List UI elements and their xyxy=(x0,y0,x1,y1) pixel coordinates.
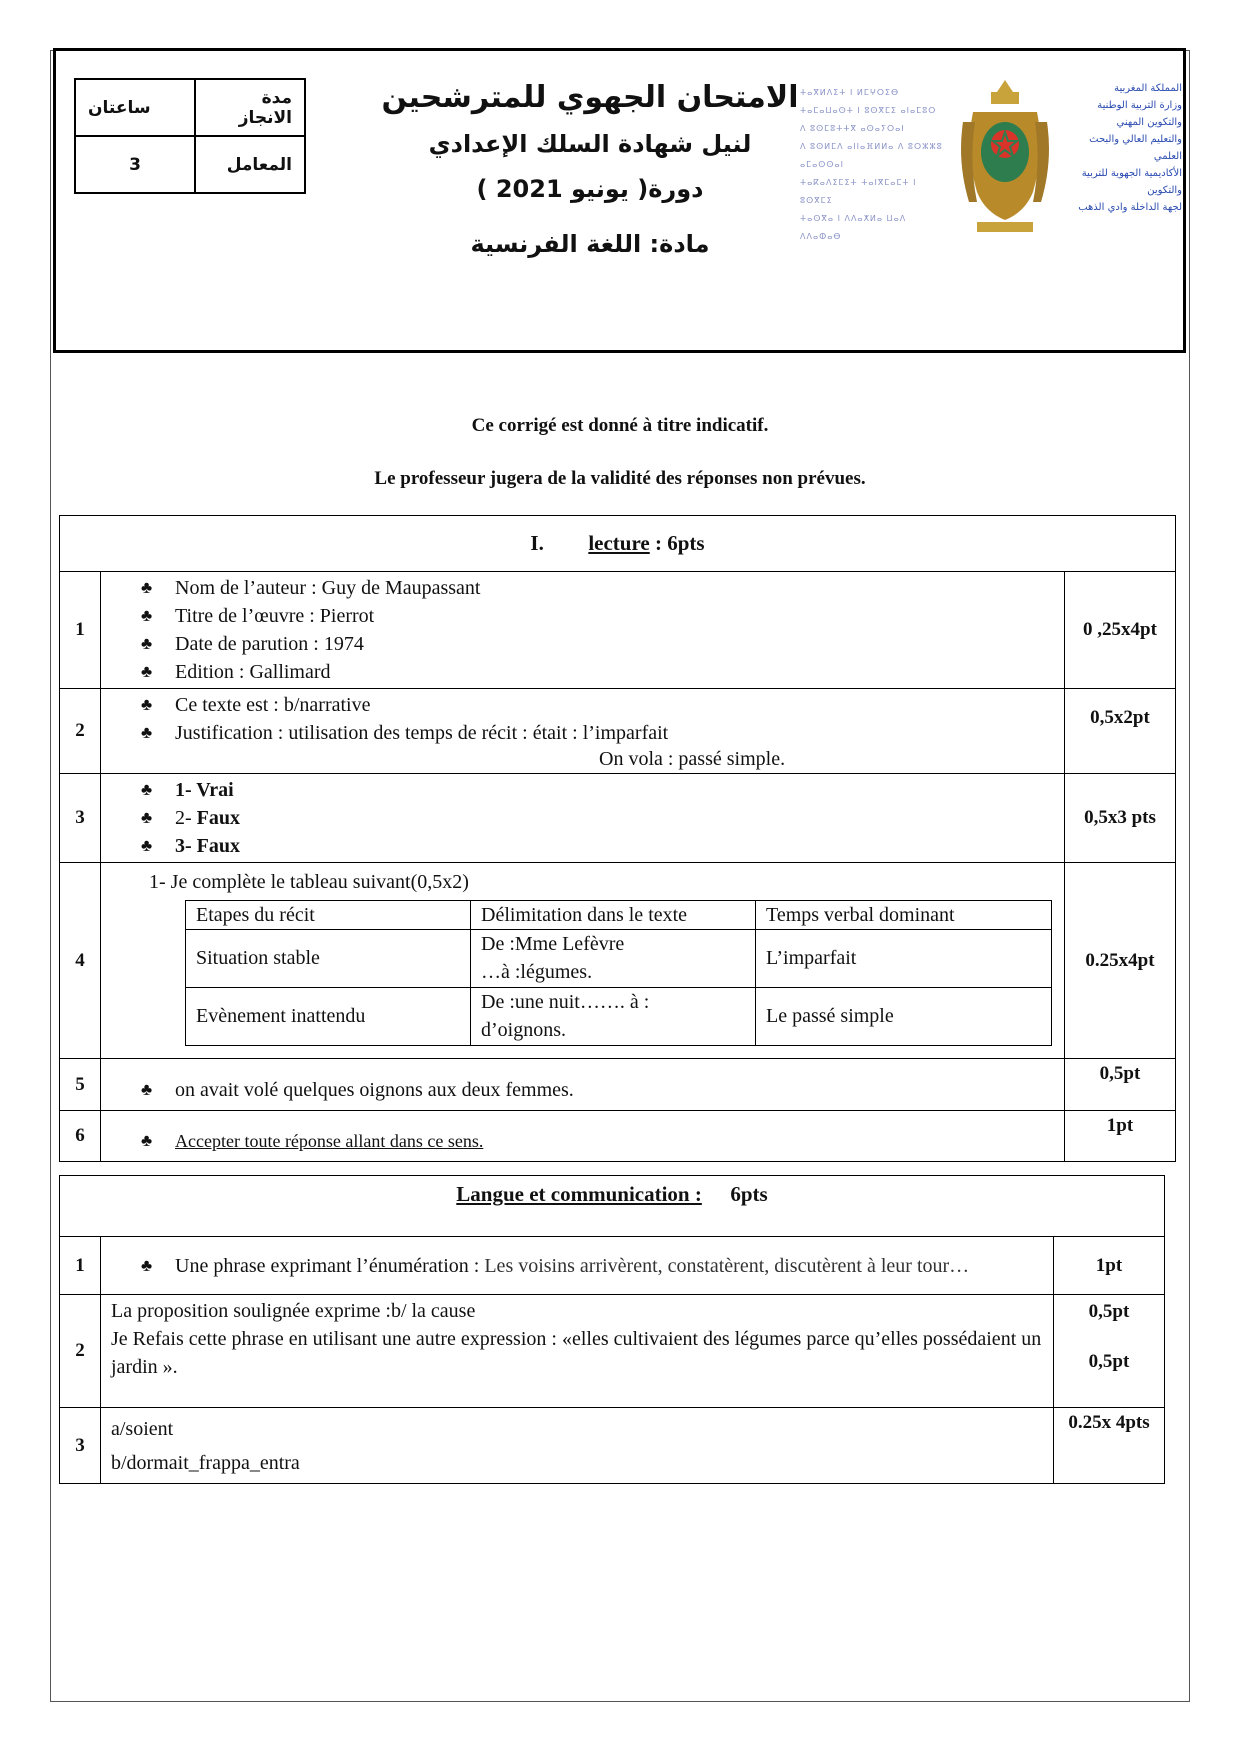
list-item: ♣ Date de parution : 1974 xyxy=(141,630,1056,658)
ministry-line: الأكاديمية الجهوية للتربية والتكوين xyxy=(1081,168,1182,196)
question-intro: 1- Je complète le tableau suivant(0,5x2) xyxy=(149,870,469,893)
tifinagh-line: ⵜⴰⵙⴳⴰ ⵏ ⴷⴷⴰⵅⵍⴰ ⵡⴰⴷ ⴷⴷⴰⵀⴰⴱ xyxy=(800,214,907,241)
question-number: 3 xyxy=(60,774,101,863)
answer-value: Faux xyxy=(196,807,241,829)
answer-line: Je Refais cette phrase en utilisant une autre expression : «elles cultivaient des légumes parce qu’elles possédaient un jardin ». xyxy=(111,1328,1042,1378)
list-item: ♣ on avait volé quelques oignons aux deux femmes. xyxy=(141,1076,1056,1104)
list-item: ♣ Justification : utilisation des temps de récit : était : l’imparfait xyxy=(141,719,1056,747)
ministry-line: وزارة التربية الوطنية xyxy=(1097,100,1182,111)
list-item: ♣ Accepter toute réponse allant dans ce sens. xyxy=(141,1127,1056,1155)
coefficient-value: 3 xyxy=(75,136,195,193)
answer-line: b/dormait_frappa_entra xyxy=(111,1451,300,1474)
note-indicative: Ce corrigé est donné à titre indicatif. xyxy=(471,415,769,436)
table-row xyxy=(60,774,1176,863)
duration-value: ساعتان xyxy=(75,79,195,136)
section-title: lecture xyxy=(588,531,650,555)
question-lead: Une phrase exprimant l’énumération : xyxy=(175,1254,485,1277)
question-points: 0,5pt xyxy=(1088,1351,1130,1372)
question-number: 2 xyxy=(60,689,101,774)
ministry-line: لجهة الداخلة وادي الذهب xyxy=(1078,202,1182,213)
question-points: 0,5pt xyxy=(1088,1301,1130,1322)
tifinagh-ministry-text xyxy=(800,84,950,246)
answer-prefix: 2- xyxy=(175,807,197,829)
list-item: ♣ 1- Vrai xyxy=(141,776,1056,804)
section-title: Langue et communication : xyxy=(456,1182,702,1206)
tifinagh-line: ⵜⴰⴽⴰⴷⵉⵎⵉⵜ ⵜⴰⵏⴳⵎⴰⵎⵜ ⵏ ⵓⵙⴳⵎⵉ xyxy=(800,178,917,205)
question-points: 0,5x2pt xyxy=(1065,689,1176,774)
section-points: 6pts xyxy=(730,1182,768,1206)
question-points: 0.25x 4pts xyxy=(1054,1408,1165,1484)
tifinagh-line: ⴷ ⵓⵙⵎⵓⵜⵜⴳ ⴰⵙⴰⵢⵔⴰⵏ xyxy=(800,124,905,133)
question-number: 1 xyxy=(60,572,101,689)
ministry-arabic-text xyxy=(1058,80,1182,220)
table-row xyxy=(60,1059,1176,1111)
question-number: 6 xyxy=(60,1111,101,1162)
question-points: 0.25x4pt xyxy=(1065,863,1176,1059)
table-cell xyxy=(471,987,756,1045)
ministry-line: المملكة المغربية xyxy=(1114,83,1182,94)
ministry-line: والتكوين المهني xyxy=(1116,117,1182,128)
list-item xyxy=(141,1252,1043,1280)
question-number: 3 xyxy=(60,1408,101,1484)
table-row xyxy=(60,572,1176,689)
lecture-heading-row xyxy=(60,516,1176,572)
cell-line: d’oignons. xyxy=(481,1019,566,1041)
column-header: Etapes du récit xyxy=(186,900,471,929)
list-item xyxy=(141,804,1056,832)
list-item-continuation: On vola : passé simple. xyxy=(599,748,786,770)
question-number: 4 xyxy=(60,863,101,1059)
list-item: ♣ Ce texte est : b/narrative xyxy=(141,691,1056,719)
table-cell: Le passé simple xyxy=(756,987,1052,1045)
table-cell: Evènement inattendu xyxy=(186,987,471,1045)
cell-line: …à :légumes. xyxy=(481,961,593,983)
exam-session: دورة( يونيو 2021 ) xyxy=(476,175,704,203)
narrative-stages-table xyxy=(185,900,1052,1046)
lecture-table xyxy=(59,515,1176,1162)
tifinagh-line: ⴷ ⵓⵙⵍⵎⴷ ⴰⵏⵏⴰⴼⵍⵍⴰ ⴷ ⵓⵔⵣⵣⵓ ⴰⵎⴰⵙⵙⴰⵏ xyxy=(800,142,943,169)
question-number: 2 xyxy=(60,1295,101,1408)
list-item: ♣ Nom de l’auteur : Guy de Maupassant xyxy=(141,574,1056,602)
ministry-line: والتعليم العالي والبحث العلمي xyxy=(1089,134,1182,162)
table-cell: Situation stable xyxy=(186,929,471,987)
table-row xyxy=(60,863,1176,1059)
question-points: 0 ,25x4pt xyxy=(1065,572,1176,689)
table-row xyxy=(60,1111,1176,1162)
answer-line: La proposition soulignée exprime :b/ la cause xyxy=(111,1300,476,1322)
table-cell: L’imparfait xyxy=(756,929,1052,987)
tifinagh-line: ⵜⴰⵎⴰⵡⴰⵙⵜ ⵏ ⵓⵙⴳⵎⵉ ⴰⵏⴰⵎⵓⵔ xyxy=(800,106,937,115)
table-row xyxy=(186,929,1052,987)
answer-line: a/soient xyxy=(111,1417,174,1440)
column-header: Temps verbal dominant xyxy=(756,900,1052,929)
list-item: ♣ 3- Faux xyxy=(141,832,1056,860)
question-points: 0,5pt xyxy=(1065,1059,1176,1111)
tifinagh-line: ⵜⴰⴳⵍⴷⵉⵜ ⵏ ⵍⵎⵖⵔⵉⴱ xyxy=(800,88,900,97)
question-points: 1pt xyxy=(1065,1111,1176,1162)
note-teacher: Le professeur jugera de la validité des réponses non prévues. xyxy=(374,468,866,489)
coefficient-label: المعامل xyxy=(195,136,305,193)
answer-text: Les voisins arrivèrent, constatèrent, discutèrent à leur tour… xyxy=(484,1254,970,1277)
list-item: ♣ Edition : Gallimard xyxy=(141,658,1056,686)
question-points: 1pt xyxy=(1054,1237,1165,1295)
cell-line: De :Mme Lefèvre xyxy=(481,933,625,955)
exam-info-table xyxy=(74,78,306,194)
list-item: ♣ Titre de l’œuvre : Pierrot xyxy=(141,602,1056,630)
langue-heading-row xyxy=(60,1176,1165,1237)
question-number: 5 xyxy=(60,1059,101,1111)
exam-subtitle: لنيل شهادة السلك الإعدادي xyxy=(428,130,752,158)
cell-line: De :une nuit……. à : xyxy=(481,991,650,1013)
table-row xyxy=(60,1237,1165,1295)
duration-label: مدة الانجاز xyxy=(195,79,305,136)
langue-table xyxy=(59,1175,1165,1484)
column-header: Délimitation dans le texte xyxy=(471,900,756,929)
question-points: 0,5x3 pts xyxy=(1065,774,1176,863)
table-row xyxy=(186,987,1052,1045)
table-row xyxy=(60,1295,1165,1408)
table-row xyxy=(60,1408,1165,1484)
moroccan-coat-of-arms-icon xyxy=(955,72,1055,242)
question-number: 1 xyxy=(60,1237,101,1295)
exam-subject: مادة: اللغة الفرنسية xyxy=(470,230,710,258)
exam-title: الامتحان الجهوي للمترشحين xyxy=(381,80,799,115)
section-number: I. xyxy=(530,531,544,555)
table-row xyxy=(60,689,1176,774)
section-points: : 6pts xyxy=(649,531,705,555)
table-cell xyxy=(471,929,756,987)
